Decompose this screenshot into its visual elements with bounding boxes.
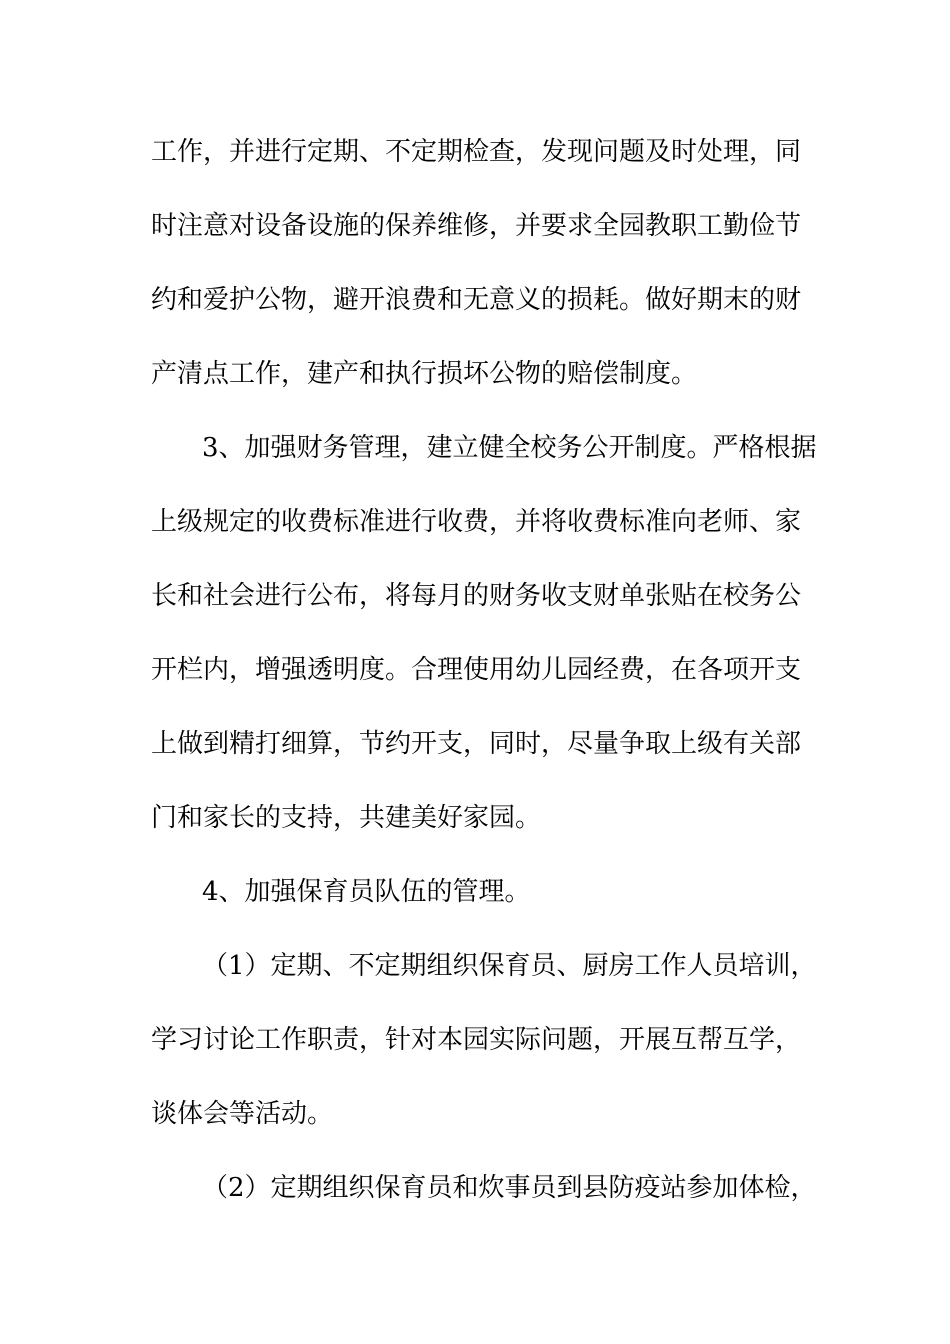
section-heading-3: 3、加强财务管理，建立健全校务公开制度。严格根据 xyxy=(202,433,817,463)
body-text-line: 上做到精打细算，节约开支，同时，尽量争取上级有关部 xyxy=(151,729,802,759)
body-text-line: 约和爱护公物，避开浪费和无意义的损耗。做好期末的财 xyxy=(151,285,802,315)
body-text-line: 长和社会进行公布，将每月的财务收支财单张贴在校务公 xyxy=(151,581,802,611)
body-text-line: 上级规定的收费标准进行收费，并将收费标准向老师、家 xyxy=(151,507,802,537)
list-item-1: （1）定期、不定期组织保育员、厨房工作人员培训， xyxy=(202,951,817,981)
body-text-line: 时注意对设备设施的保养维修，并要求全园教职工勤俭节 xyxy=(151,211,802,241)
body-text-line: 工作，并进行定期、不定期检查，发现问题及时处理，同 xyxy=(151,137,802,167)
section-heading-4: 4、加强保育员队伍的管理。 xyxy=(202,877,531,907)
body-text-line: 门和家长的支持，共建美好家园。 xyxy=(151,803,542,833)
body-text-line: 谈体会等活动。 xyxy=(151,1099,334,1129)
list-item-2: （2）定期组织保育员和炊事员到县防疫站参加体检， xyxy=(202,1173,817,1203)
body-text-line: 产清点工作，建产和执行损坏公物的赔偿制度。 xyxy=(151,359,698,389)
body-text-line: 学习讨论工作职责，针对本园实际问题，开展互帮互学， xyxy=(151,1025,802,1055)
body-text-line: 开栏内，增强透明度。合理使用幼儿园经费，在各项开支 xyxy=(151,655,802,685)
